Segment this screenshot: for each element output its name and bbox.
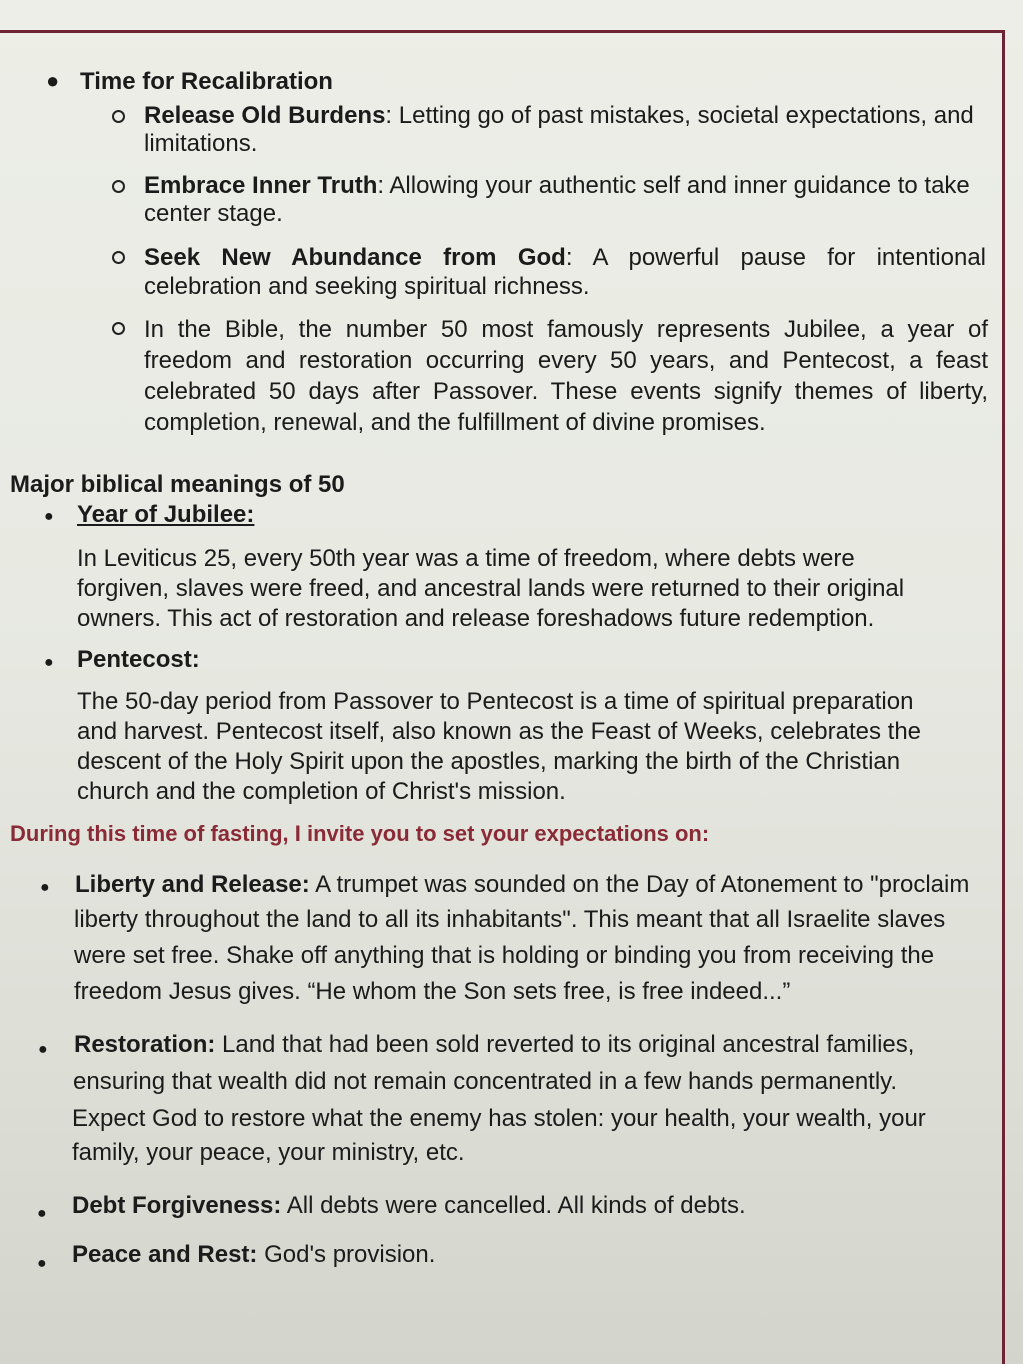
- item-text: Land that had been sold reverted to its original ancestral families,: [215, 1031, 915, 1058]
- jubilee-heading: Year of Jubilee:: [77, 501, 255, 528]
- recalibration-item: [144, 243, 986, 273]
- sub-bullet-icon: [112, 110, 125, 123]
- bullet-icon: ●: [44, 654, 54, 671]
- paragraph-line: freedom Jesus gives. “He whom the Son sets free, is free indeed...”: [74, 978, 791, 1005]
- recalibration-title: Time for Recalibration: [80, 68, 333, 95]
- expectation-item: [75, 870, 969, 900]
- item-text-line: center stage.: [144, 200, 283, 227]
- item-text: : A powerful pause for intentional: [565, 244, 986, 271]
- paragraph-line: Expect God to restore what the enemy has stolen: your health, your wealth, your: [72, 1105, 926, 1132]
- sub-bullet-icon: [112, 322, 125, 335]
- recalibration-item: [144, 101, 974, 131]
- paragraph-line: ensuring that wealth did not remain concentrated in a few hands permanently.: [73, 1068, 898, 1095]
- paragraph-line: family, your peace, your ministry, etc.: [72, 1139, 465, 1166]
- item-text: God's provision.: [257, 1241, 436, 1268]
- item-label: Liberty and Release:: [75, 871, 310, 898]
- item-label: Embrace Inner Truth: [144, 172, 378, 199]
- sub-bullet-icon: [112, 251, 125, 264]
- bullet-icon: ●: [46, 68, 60, 93]
- meanings-title: Major biblical meanings of 50: [10, 471, 345, 498]
- item-label: Release Old Burdens: [144, 102, 386, 129]
- pentecost-heading: Pentecost:: [77, 646, 200, 673]
- item-text-line: In the Bible, the number 50 most famously represents Jubilee, a year of: [144, 316, 988, 343]
- paragraph-line: church and the completion of Christ's mission.: [77, 778, 566, 805]
- paragraph-line: liberty throughout the land to all its inhabitants". This meant that all Israelite slaves: [74, 906, 946, 933]
- page-border-right: [1002, 30, 1005, 1364]
- bullet-icon: ●: [44, 508, 54, 525]
- paragraph-line: descent of the Holy Spirit upon the apostles, marking the birth of the Christian: [77, 748, 901, 775]
- item-text-line: celebrated 50 days after Passover. These events signify themes of liberty,: [144, 378, 988, 405]
- item-text: A trumpet was sounded on the Day of Atonement to "proclaim: [309, 871, 970, 898]
- item-label: Restoration:: [74, 1031, 216, 1058]
- item-label: Debt Forgiveness:: [72, 1192, 282, 1219]
- item-text-line: celebration and seeking spiritual richness.: [144, 273, 590, 300]
- paragraph-line: and harvest. Pentecost itself, also known as the Feast of Weeks, celebrates the: [77, 718, 922, 745]
- bullet-icon: ●: [38, 1041, 48, 1058]
- bullet-icon: ●: [37, 1205, 47, 1222]
- paragraph-line: forgiven, slaves were freed, and ancestral lands were returned to their original: [77, 575, 905, 602]
- item-text-line: limitations.: [144, 130, 258, 157]
- item-text-line: completion, renewal, and the fulfillment of divine promises.: [144, 409, 766, 436]
- paragraph-line: In Leviticus 25, every 50th year was a time of freedom, where debts were: [77, 545, 855, 572]
- fasting-title: During this time of fasting, I invite you to set your expectations on:: [10, 821, 710, 846]
- expectation-item: [72, 1191, 746, 1221]
- recalibration-item: [144, 171, 970, 201]
- item-label: Peace and Rest:: [72, 1241, 258, 1268]
- item-text: : Allowing your authentic self and inner guidance to take: [377, 172, 970, 199]
- expectation-item: [74, 1030, 914, 1060]
- paragraph-line: were set free. Shake off anything that is holding or binding you from receiving the: [74, 942, 935, 969]
- item-text-line: freedom and restoration occurring every 50 years, and Pentecost, a feast: [144, 347, 988, 374]
- item-text: All debts were cancelled. All kinds of debts.: [281, 1192, 746, 1219]
- sub-bullet-icon: [112, 180, 125, 193]
- expectation-item: [72, 1240, 435, 1270]
- paragraph-line: The 50-day period from Passover to Pentecost is a time of spiritual preparation: [77, 688, 914, 715]
- paragraph-line: owners. This act of restoration and release foreshadows future redemption.: [77, 605, 875, 632]
- item-text: : Letting go of past mistakes, societal expectations, and: [385, 102, 974, 129]
- item-label: Seek New Abundance from God: [144, 244, 566, 271]
- bullet-icon: ●: [37, 1255, 47, 1272]
- bullet-icon: ●: [40, 879, 50, 896]
